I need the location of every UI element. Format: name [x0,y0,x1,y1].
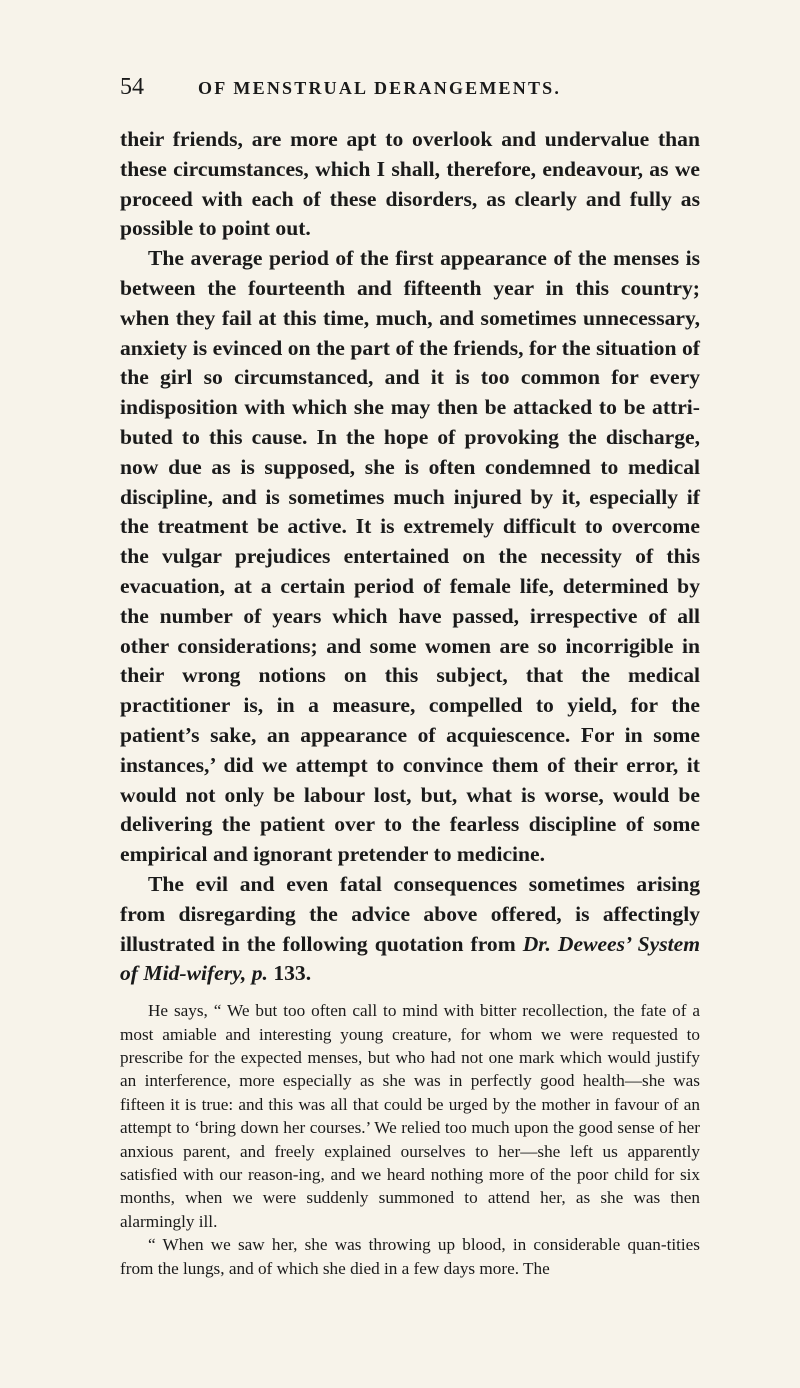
page-number: 54 [120,74,144,100]
body-text [120,125,700,1280]
paragraph-menses-period: The average period of the first appearance of the menses is between the fourteenth and fifteenth year in this country; when they fail at this time, much, and sometimes unnecessary, anxiety is evinced on the part of the friends, for the situation of the girl so circumstanced, and it is too common for every indisposition with which she may then be attacked to be attri-buted to this cause. In the hope of provoking the discharge, now due as is supposed, she is often condemned to medical discipline, and is sometimes much injured by it, especially if the treatment be active. It is extremely difficult to overcome the vulgar prejudices entertained on the necessity of this evacuation, at a certain period of female life, determined by the number of years which have passed, irrespective of all other considerations; and some women are so incorrigible in their wrong notions on this subject, that the medical practitioner is, in a measure, compelled to yield, for the patient’s sake, an appearance of acquiescence. For in some instances,’ did we attempt to convince them of their error, it would not only be labour lost, but, what is worse, would be delivering the patient over to the fearless discipline of some empirical and ignorant pretender to medicine. [120,246,700,867]
intro-text: The evil and even fatal consequences sometimes arising from disregarding the advice above offered, is affectingly illustrated in the following quotation from [120,871,700,956]
paragraph-continuation: their friends, are more apt to overlook and undervalue than these circumstances, which I shall, therefore, endeavour, as we proceed with each of these disorders, as clearly and fully as possible to point out. [120,127,700,241]
page-header [120,72,700,102]
paragraph-dewees-intro [120,870,700,989]
quotation-paragraph: He says, “ We but too often call to mind with bitter recollection, the fate of a most amiable and interesting young creature, for whom we were requested to prescribe for the expected menses, but who had not one mark which would justify an interference, more especially as she was in perfectly good health—she was fifteen it is true: and this was all that could be urged by the mother in favour of an attempt to ‘bring down her courses.’ We relied too much upon the good sense of her anxious parent, and freely explained ourselves to her—she left us apparently satisfied with our reason-ing, and we heard nothing more of the poor child for six months, when we were suddenly summoned to attend her, as she was then alarmingly ill. [120,1001,700,1231]
quotation-block [120,999,700,1280]
citation-title: Dr. Dewees’ System of Mid-wifery, p. [120,931,700,986]
running-title: OF MENSTRUAL DERANGEMENTS. [198,78,562,98]
quotation-paragraph: “ When we saw her, she was throwing up blood, in considerable quan-tities from the lungs, and of which she died in a few days more. The [120,1235,700,1278]
citation-page: 133. [267,961,312,986]
